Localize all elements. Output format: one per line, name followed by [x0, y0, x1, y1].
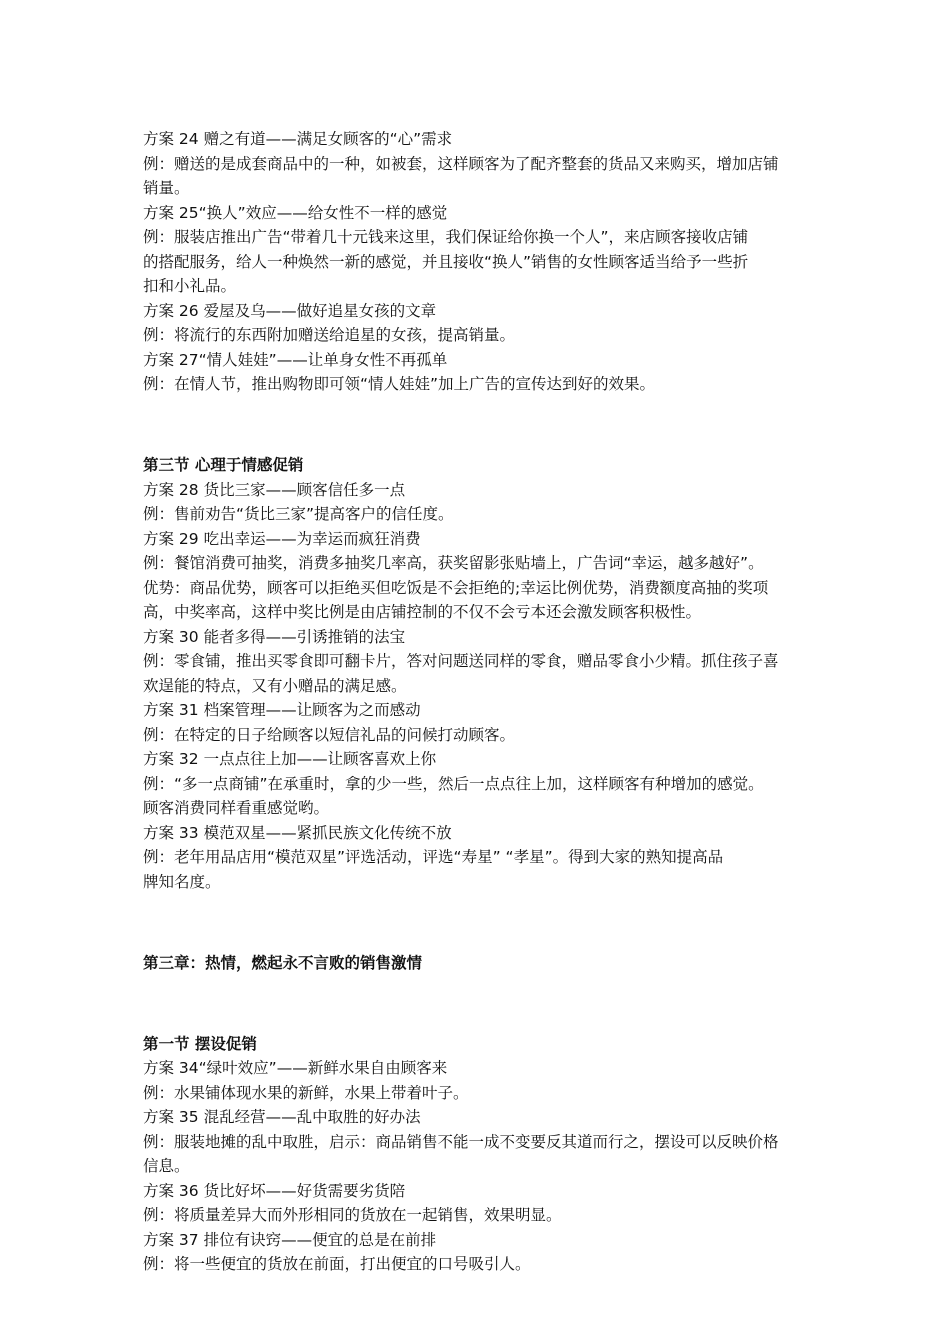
blank-line	[143, 991, 811, 1016]
text-line: 例：服装地摊的乱中取胜，启示：商品销售不能一成不变要反其道而行之，摆设可以反映价格	[143, 1132, 779, 1151]
text-line: 例：将质量差异大而外形相同的货放在一起销售，效果明显。	[143, 1206, 562, 1224]
section-heading: 第一节 摆设促销	[143, 1034, 257, 1053]
text-line: 方案 35 混乱经营——乱中取胜的好办法	[143, 1108, 421, 1126]
text-line: 方案 31 档案管理——让顾客为之而感动	[143, 701, 421, 719]
text-line: 方案 24 赠之有道——满足女顾客的“心”需求	[143, 130, 453, 148]
text-line: 欢逞能的特点，又有小赠品的满足感。	[143, 676, 407, 695]
text-line: 例：将流行的东西附加赠送给追星的女孩，提高销量。	[143, 326, 516, 344]
text-line: 方案 37 排位有诀窍——便宜的总是在前排	[143, 1230, 437, 1249]
document-body	[143, 127, 811, 1277]
text-line: 方案 30 能者多得——引诱推销的法宝	[143, 627, 406, 646]
text-line: 方案 26 爱屋及乌——做好追星女孩的文章	[143, 301, 437, 320]
text-line: 方案 29 吃出幸运——为幸运而疯狂消费	[143, 529, 421, 548]
text-line: 方案 33 模范双星——紧抓民族文化传统不放	[143, 823, 452, 842]
text-line: 例：将一些便宜的货放在前面，打出便宜的口号吸引人。	[143, 1255, 531, 1273]
text-line: 例：服装店推出广告“带着几十元钱来这里，我们保证给你换一个人”，来店顾客接收店铺	[143, 228, 749, 246]
text-line: 例：在特定的日子给顾客以短信礼品的问候打动顾客。	[143, 725, 516, 744]
text-line: 例：老年用品店用“模范双星”评选活动，评选“寿星” “孝星”。得到大家的熟知提高品	[143, 848, 724, 866]
text-line: 顾客消费同样看重感觉哟。	[143, 799, 330, 817]
text-line: 例：在情人节，推出购物即可领“情人娃娃”加上广告的宣传达到好的效果。	[143, 375, 656, 393]
text-line: 例：售前劝告“货比三家”提高客户的信任度。	[143, 505, 454, 523]
text-line: 例：零食铺，推出买零食即可翻卡片，答对问题送同样的零食，赠品零食小少精。抓住孩子喜	[143, 652, 779, 670]
blank-line	[143, 413, 811, 438]
text-line: 例：餐馆消费可抽奖，消费多抽奖几率高，获奖留影张贴墙上，广告词“幸运，越多越好”。	[143, 554, 764, 572]
section-heading: 第三章：热情，燃起永不言败的销售激情	[143, 953, 423, 972]
section-heading: 第三节 心理于情感促销	[143, 456, 304, 474]
text-line: 例：赠送的是成套商品中的一种，如被套，这样顾客为了配齐整套的货品又来购买，增加店铺	[143, 154, 779, 173]
text-line: 例：“多一点商铺”在承重时，拿的少一些，然后一点点往上加，这样顾客有种增加的感觉。	[143, 774, 764, 793]
text-line: 方案 34“绿叶效应”——新鲜水果自由顾客来	[143, 1059, 448, 1077]
text-line: 信息。	[143, 1157, 190, 1175]
text-line: 方案 27“情人娃娃”——让单身女性不再孤单	[143, 350, 448, 369]
text-line: 高，中奖率高，这样中奖比例是由店铺控制的不仅不会亏本还会激发顾客积极性。	[143, 603, 702, 621]
text-line: 方案 28 货比三家——顾客信任多一点	[143, 480, 406, 499]
text-line: 方案 32 一点点往上加——让顾客喜欢上你	[143, 750, 437, 768]
text-line: 销量。	[143, 179, 190, 197]
text-line: 的搭配服务，给人一种焕然一新的感觉，并且接收“换人”销售的女性顾客适当给予一些折	[143, 252, 749, 271]
text-line: 牌知名度。	[143, 872, 221, 891]
text-line: 优势：商品优势，顾客可以拒绝买但吃饭是不会拒绝的;幸运比例优势，消费额度高抽的奖项	[143, 578, 769, 597]
text-line: 方案 25“换人”效应——给女性不一样的感觉	[143, 203, 448, 222]
text-line: 方案 36 货比好坏——好货需要劣货陪	[143, 1181, 406, 1200]
text-line: 例：水果铺体现水果的新鲜，水果上带着叶子。	[143, 1083, 469, 1102]
text-line: 扣和小礼品。	[143, 277, 237, 295]
blank-line	[143, 910, 811, 935]
